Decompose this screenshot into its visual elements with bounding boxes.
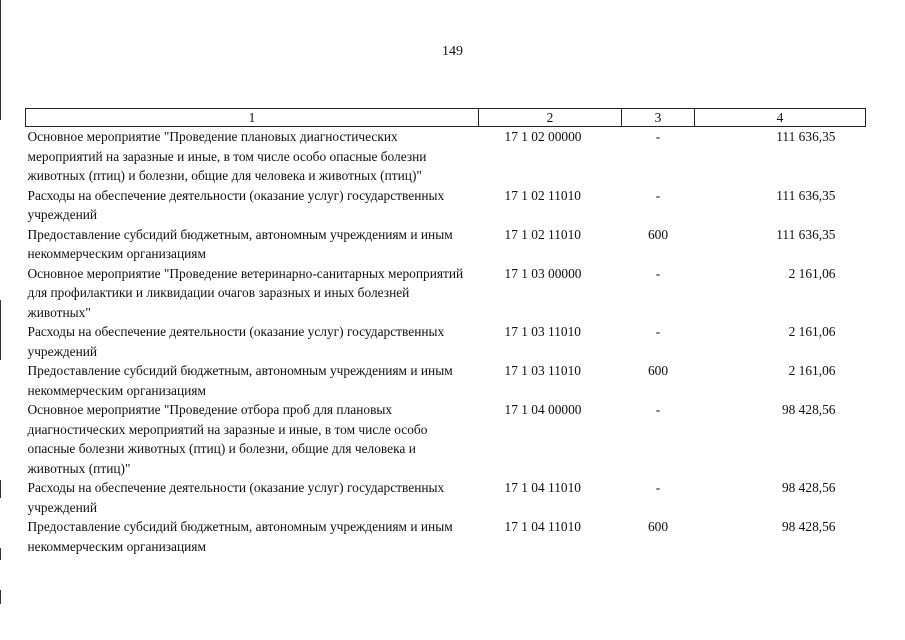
scan-edge-mark xyxy=(0,0,1,120)
page-number: 149 xyxy=(442,44,463,59)
row-expense-type: - xyxy=(655,265,661,281)
row-code: 17 1 03 11010 xyxy=(504,324,581,339)
budget-table xyxy=(25,108,866,556)
scan-edge-mark xyxy=(0,548,1,560)
row-code: 17 1 04 11010 xyxy=(504,519,581,534)
row-expense-type: - xyxy=(655,324,661,339)
row-name: Расходы на обеспечение деятельности (оказание услуг) государственных учреждений xyxy=(27,187,445,222)
scan-edge-mark xyxy=(0,590,1,604)
row-amount: 2 161,06 xyxy=(788,265,836,281)
table-row xyxy=(26,322,866,361)
row-code: 17 1 04 00000 xyxy=(504,402,582,417)
row-amount: 111 636,35 xyxy=(776,226,836,242)
row-name: Предоставление субсидий бюджетным, автономным учреждениям и иным некоммерческим организациям xyxy=(27,226,453,261)
scan-edge-mark xyxy=(0,300,1,360)
row-amount: 111 636,35 xyxy=(776,187,836,203)
table-row xyxy=(26,478,866,517)
row-expense-type: 600 xyxy=(647,226,669,242)
table-row xyxy=(26,517,866,556)
row-name: Предоставление субсидий бюджетным, автономным учреждениям и иным некоммерческим организациям xyxy=(27,363,453,398)
table-header-row xyxy=(26,109,866,127)
row-amount: 2 161,06 xyxy=(788,324,836,339)
row-name: Основное мероприятие "Проведение плановых диагностических мероприятий на заразные и иные, в том числе особо опасные болезни животных (птиц) и болезни, общие для человека и животных (птиц)" xyxy=(27,129,427,183)
table-row xyxy=(26,127,866,186)
column-header-2: 2 xyxy=(479,109,622,127)
row-name: Расходы на обеспечение деятельности (оказание услуг) государственных учреждений xyxy=(27,324,445,359)
row-amount: 98 428,56 xyxy=(781,480,836,495)
row-expense-type: - xyxy=(655,129,661,144)
row-name: Предоставление субсидий бюджетным, автономным учреждениям и иным некоммерческим организациям xyxy=(27,519,453,554)
row-name: Основное мероприятие "Проведение ветеринарно-санитарных мероприятий для профилактики и ликвидации очагов заразных и иных болезней животных" xyxy=(27,265,464,320)
row-expense-type: - xyxy=(655,402,661,417)
row-code: 17 1 02 11010 xyxy=(504,187,581,203)
row-code: 17 1 02 11010 xyxy=(504,226,581,242)
table-row xyxy=(26,264,866,323)
row-code: 17 1 04 11010 xyxy=(504,480,581,495)
table-row xyxy=(26,400,866,478)
column-header-4: 4 xyxy=(695,109,866,127)
scan-edge-mark xyxy=(0,480,1,498)
row-amount: 111 636,35 xyxy=(776,129,836,144)
row-expense-type: 600 xyxy=(647,363,669,378)
table-row xyxy=(26,361,866,400)
row-code: 17 1 03 00000 xyxy=(504,265,582,281)
table-row xyxy=(26,186,866,225)
row-expense-type: - xyxy=(655,480,661,495)
row-name: Расходы на обеспечение деятельности (оказание услуг) государственных учреждений xyxy=(27,480,445,515)
row-expense-type: - xyxy=(655,187,661,203)
column-header-1: 1 xyxy=(26,109,479,127)
table-row xyxy=(26,225,866,264)
row-expense-type: 600 xyxy=(647,519,669,534)
row-code: 17 1 02 00000 xyxy=(504,129,582,144)
row-name: Основное мероприятие "Проведение отбора проб для плановых диагностических мероприятий на заразные и иные, в том числе особо опасные болезни животных (птиц) и болезни, общие для человека и животных (птиц)" xyxy=(27,402,428,476)
row-amount: 98 428,56 xyxy=(781,519,836,534)
column-header-3: 3 xyxy=(622,109,695,127)
row-amount: 2 161,06 xyxy=(788,363,836,378)
row-code: 17 1 03 11010 xyxy=(504,363,581,378)
row-amount: 98 428,56 xyxy=(781,402,836,417)
